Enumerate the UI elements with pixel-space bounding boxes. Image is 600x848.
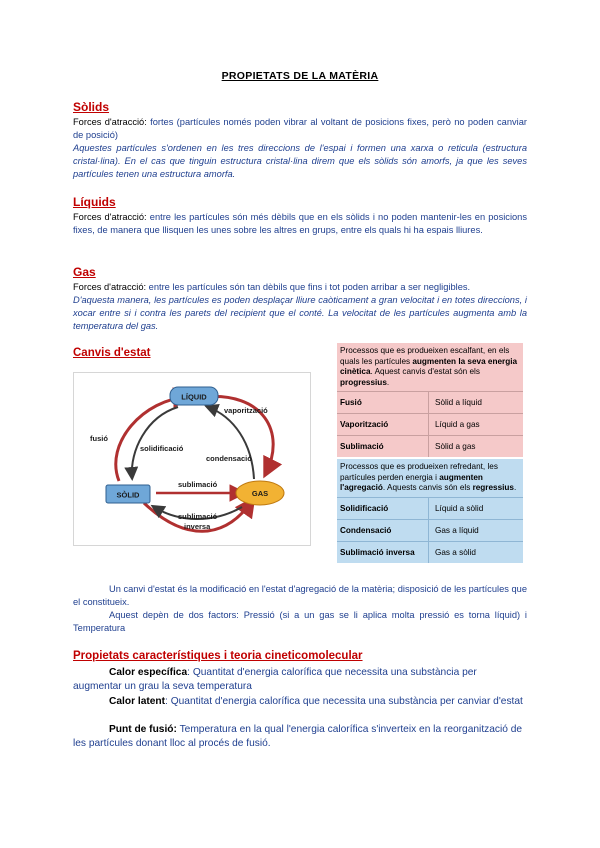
- sublimacio-label: sublimació: [178, 480, 218, 489]
- process-desc: Gas a líquid: [435, 525, 479, 535]
- process-desc: Sòlid a gas: [435, 442, 476, 451]
- solids-description: Aquestes partícules s'ordenen en les tres direccions de l'espai i formen una xarxa o reticula (estructura cristal·lina). En el cas que tinguin estructura cristal·lina direm que els sòlids són amorfs, ja que les seves partícules tenen una estructura amorfa.: [73, 143, 527, 179]
- condensacio-arrow: [208, 407, 254, 479]
- state-change-diagram: [73, 372, 311, 546]
- propietats-heading: Propietats característiques i teoria cineticomolecular: [73, 650, 363, 662]
- liquids-forces-label: Forces d'atracció:: [73, 212, 147, 222]
- table-row: [337, 541, 523, 563]
- sublimacio-inversa-label-2: inversa: [184, 522, 211, 531]
- solids-forces: [73, 116, 527, 142]
- regressive-caption-3: .: [513, 483, 517, 492]
- process-name: Sublimació inversa: [337, 542, 429, 563]
- process-desc: Líquid a sòlid: [435, 503, 484, 513]
- solid-label: SÒLID: [116, 490, 140, 500]
- regressive-table: [337, 459, 523, 563]
- table-row: [337, 435, 523, 457]
- canvis-heading: Canvis d'estat: [73, 347, 151, 359]
- table-row: [337, 497, 523, 519]
- process-name: Sublimació: [337, 436, 429, 457]
- table-row: [337, 413, 523, 435]
- process-desc: Sòlid a líquid: [435, 398, 482, 407]
- regressive-caption-1: Processos que es produeixen refredant, les partícules perden energia i: [340, 462, 498, 482]
- liquid-label: LÍQUID: [181, 392, 207, 402]
- gas-forces-text: entre les partícules són tan dèbils que fins i tot poden arribar a ser negligibles.: [146, 282, 471, 292]
- gas-forces: [73, 281, 527, 294]
- gas-heading: Gas: [73, 265, 96, 279]
- solidificacio-label: solidificació: [140, 444, 184, 453]
- fusio-arrow: [116, 397, 188, 481]
- progressive-caption-3: .: [386, 377, 390, 387]
- vaporitzacio-label: vaporització: [224, 406, 268, 415]
- page-title: PROPIETATS DE LA MATÈRIA: [221, 70, 379, 82]
- process-name: Condensació: [337, 520, 429, 541]
- regressive-caption-bold2: regressius: [472, 483, 514, 492]
- process-desc: Gas a sòlid: [435, 547, 476, 557]
- solids-forces-label: Forces d'atracció:: [73, 117, 147, 127]
- liquids-heading: Líquids: [73, 195, 116, 209]
- progressive-caption-bold: augmenten la seva energia cinètica: [340, 356, 518, 376]
- gas-forces-label: Forces d'atracció:: [73, 282, 147, 292]
- progressive-caption-bold2: progressius: [340, 377, 387, 387]
- solids-forces-text: fortes (partícules només poden vibrar al voltant de posicions fixes, però no poden canviar de posició): [73, 117, 528, 140]
- punt-fusio: [73, 723, 527, 751]
- regressive-caption: [337, 459, 523, 497]
- process-name: Fusió: [337, 392, 429, 413]
- condensacio-label: condensació: [206, 454, 252, 463]
- progressive-caption-1: Processos que es produeixen escalfant, en els quals les partícules: [340, 346, 510, 366]
- calor-latent-text: : Quantitat d'energia calorífica que necessita una substància per canviar d'estat: [165, 696, 523, 707]
- liquids-forces: [73, 211, 527, 237]
- solids-heading: Sòlids: [73, 100, 110, 114]
- punt-fusio-label: Punt de fusió:: [109, 724, 177, 735]
- calor-especifica: [73, 666, 527, 694]
- table-row: [337, 519, 523, 541]
- punt-fusio-text: Temperatura en la qual l'energia calorífica s'inverteix en la reorganització de les partícules donant lloc al procés de fusió.: [73, 724, 523, 749]
- calor-latent: [73, 695, 527, 709]
- fusio-label: fusió: [90, 434, 108, 443]
- process-name: Solidificació: [337, 498, 429, 519]
- calor-latent-label: Calor latent: [109, 696, 166, 707]
- table-row: [337, 391, 523, 413]
- progressive-caption: [337, 343, 523, 391]
- process-name: Vaporització: [337, 414, 429, 435]
- liquids-forces-text: entre les partícules són més dèbils que en els sòlids i no poden mantenir-les en posicions fixes, de manera que llisquen les unes sobre les altres en grups, entre els quals hi ha espais lliures.: [73, 212, 528, 235]
- canvis-para-1: Un canvi d'estat és la modificació en l'estat d'agregació de la matèria; disposició de les partícules que el constitueix.: [73, 584, 527, 607]
- gas-label: GAS: [251, 489, 269, 498]
- process-desc: Líquid a gas: [435, 420, 480, 429]
- regressive-caption-2: . Aquests canvis són els: [382, 483, 473, 492]
- regressive-caption-bold: augmenten l'agregació: [340, 472, 483, 492]
- state-diagram-svg: [74, 373, 310, 545]
- gas-description: D'aquesta manera, les partícules es poden desplaçar lliure caòticament a gran velocitat i en totes direccions, i xocar entre si i contra les parets del recipient que el conté. La velocitat de les partícules augmenta amb la temperatura del gas.: [73, 295, 527, 331]
- progressive-caption-2: . Aquest canvis d'estat són els: [370, 367, 480, 376]
- sublimacio-inversa-label-1: sublimació: [178, 512, 218, 521]
- progressive-table: [337, 343, 523, 457]
- calor-especifica-text: : Quantitat d'energia calorífica que necessita una substància per augmentar un grau la seva temperatura: [73, 667, 477, 692]
- calor-especifica-label: Calor específica: [109, 667, 188, 678]
- canvis-para-2: Aquest depèn de dos factors: Pressió (si a un gas se li aplica molta pressió es torna líquid) i Temperatura: [73, 610, 527, 633]
